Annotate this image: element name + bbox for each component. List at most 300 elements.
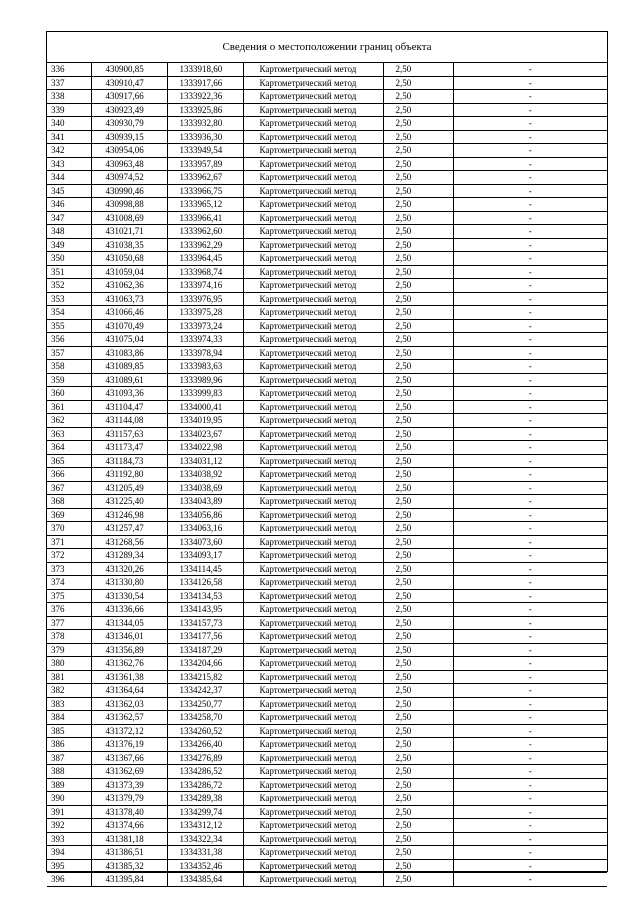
method-cell: Картометрический метод xyxy=(243,643,383,657)
table-row xyxy=(47,819,607,833)
coord-x: 431367,66 xyxy=(91,751,167,765)
precision-cell: 2,50 xyxy=(383,427,453,441)
description-cell: - xyxy=(453,589,607,603)
method-cell: Картометрический метод xyxy=(243,616,383,630)
description-cell: - xyxy=(453,616,607,630)
table-row xyxy=(47,238,607,252)
description-cell: - xyxy=(453,306,607,320)
description-cell: - xyxy=(453,130,607,144)
method-cell: Картометрический метод xyxy=(243,805,383,819)
coord-x: 431157,63 xyxy=(91,427,167,441)
precision-cell: 2,50 xyxy=(383,238,453,252)
point-number: 358 xyxy=(47,360,91,374)
method-cell: Картометрический метод xyxy=(243,792,383,806)
precision-cell: 2,50 xyxy=(383,792,453,806)
point-number: 390 xyxy=(47,792,91,806)
point-number: 357 xyxy=(47,346,91,360)
table-row xyxy=(47,481,607,495)
description-cell: - xyxy=(453,603,607,617)
description-cell: - xyxy=(453,657,607,671)
coord-y: 1334063,16 xyxy=(167,522,243,536)
coord-y: 1334043,89 xyxy=(167,495,243,509)
coord-y: 1333978,94 xyxy=(167,346,243,360)
coord-y: 1334187,29 xyxy=(167,643,243,657)
coord-x: 430930,79 xyxy=(91,117,167,131)
method-cell: Картометрический метод xyxy=(243,549,383,563)
precision-cell: 2,50 xyxy=(383,441,453,455)
coord-y: 1334073,60 xyxy=(167,535,243,549)
table-row xyxy=(47,360,607,374)
description-cell: - xyxy=(453,805,607,819)
coord-x: 431089,61 xyxy=(91,373,167,387)
precision-cell: 2,50 xyxy=(383,387,453,401)
precision-cell: 2,50 xyxy=(383,103,453,117)
table-row xyxy=(47,792,607,806)
description-cell: - xyxy=(453,387,607,401)
coord-y: 1334242,37 xyxy=(167,684,243,698)
precision-cell: 2,50 xyxy=(383,252,453,266)
coord-y: 1334250,77 xyxy=(167,697,243,711)
table-row xyxy=(47,171,607,185)
coord-y: 1334266,40 xyxy=(167,738,243,752)
table-row xyxy=(47,414,607,428)
coord-y: 1333983,63 xyxy=(167,360,243,374)
method-cell: Картометрический метод xyxy=(243,427,383,441)
precision-cell: 2,50 xyxy=(383,306,453,320)
coord-x: 430923,49 xyxy=(91,103,167,117)
precision-cell: 2,50 xyxy=(383,630,453,644)
point-number: 366 xyxy=(47,468,91,482)
precision-cell: 2,50 xyxy=(383,657,453,671)
method-cell: Картометрический метод xyxy=(243,400,383,414)
point-number: 339 xyxy=(47,103,91,117)
table-row xyxy=(47,859,607,873)
coord-y: 1333974,33 xyxy=(167,333,243,347)
coord-y: 1333999,83 xyxy=(167,387,243,401)
precision-cell: 2,50 xyxy=(383,468,453,482)
point-number: 351 xyxy=(47,265,91,279)
description-cell: - xyxy=(453,333,607,347)
coord-x: 431008,69 xyxy=(91,211,167,225)
method-cell: Картометрический метод xyxy=(243,859,383,873)
point-number: 382 xyxy=(47,684,91,698)
coord-x: 431062,36 xyxy=(91,279,167,293)
description-cell: - xyxy=(453,103,607,117)
point-number: 386 xyxy=(47,738,91,752)
description-cell: - xyxy=(453,495,607,509)
method-cell: Картометрический метод xyxy=(243,468,383,482)
description-cell: - xyxy=(453,549,607,563)
description-cell: - xyxy=(453,279,607,293)
coord-y: 1334177,56 xyxy=(167,630,243,644)
table-row xyxy=(47,117,607,131)
coord-x: 430990,46 xyxy=(91,184,167,198)
point-number: 340 xyxy=(47,117,91,131)
method-cell: Картометрический метод xyxy=(243,387,383,401)
precision-cell: 2,50 xyxy=(383,184,453,198)
coord-y: 1334286,72 xyxy=(167,778,243,792)
coord-x: 431336,66 xyxy=(91,603,167,617)
precision-cell: 2,50 xyxy=(383,90,453,104)
precision-cell: 2,50 xyxy=(383,616,453,630)
point-number: 384 xyxy=(47,711,91,725)
table-row xyxy=(47,468,607,482)
point-number: 345 xyxy=(47,184,91,198)
description-cell: - xyxy=(453,846,607,860)
table-row xyxy=(47,657,607,671)
description-cell: - xyxy=(453,765,607,779)
table-row xyxy=(47,63,607,76)
precision-cell: 2,50 xyxy=(383,751,453,765)
method-cell: Картометрический метод xyxy=(243,765,383,779)
method-cell: Картометрический метод xyxy=(243,319,383,333)
coord-y: 1333936,30 xyxy=(167,130,243,144)
method-cell: Картометрический метод xyxy=(243,495,383,509)
precision-cell: 2,50 xyxy=(383,279,453,293)
coord-x: 431192,80 xyxy=(91,468,167,482)
coord-x: 431268,56 xyxy=(91,535,167,549)
coord-x: 431075,04 xyxy=(91,333,167,347)
point-number: 394 xyxy=(47,846,91,860)
method-cell: Картометрический метод xyxy=(243,778,383,792)
point-number: 389 xyxy=(47,778,91,792)
table-row xyxy=(47,373,607,387)
table-row xyxy=(47,184,607,198)
coord-y: 1333962,60 xyxy=(167,225,243,239)
method-cell: Картометрический метод xyxy=(243,873,383,887)
precision-cell: 2,50 xyxy=(383,198,453,212)
coord-x: 431089,85 xyxy=(91,360,167,374)
coord-x: 431356,89 xyxy=(91,643,167,657)
point-number: 364 xyxy=(47,441,91,455)
description-cell: - xyxy=(453,630,607,644)
method-cell: Картометрический метод xyxy=(243,414,383,428)
point-number: 368 xyxy=(47,495,91,509)
point-number: 369 xyxy=(47,508,91,522)
table-row xyxy=(47,225,607,239)
precision-cell: 2,50 xyxy=(383,873,453,887)
method-cell: Картометрический метод xyxy=(243,373,383,387)
table-row xyxy=(47,724,607,738)
coord-x: 430917,66 xyxy=(91,90,167,104)
page-title: Сведения о местоположении границ объекта xyxy=(47,32,607,63)
point-number: 383 xyxy=(47,697,91,711)
precision-cell: 2,50 xyxy=(383,346,453,360)
description-cell: - xyxy=(453,400,607,414)
coord-y: 1334289,38 xyxy=(167,792,243,806)
coord-x: 430954,06 xyxy=(91,144,167,158)
coord-y: 1334258,70 xyxy=(167,711,243,725)
coord-y: 1334385,64 xyxy=(167,873,243,887)
description-cell: - xyxy=(453,198,607,212)
coord-x: 431362,76 xyxy=(91,657,167,671)
description-cell: - xyxy=(453,468,607,482)
description-cell: - xyxy=(453,522,607,536)
table-row xyxy=(47,279,607,293)
coord-y: 1334157,73 xyxy=(167,616,243,630)
method-cell: Картометрический метод xyxy=(243,130,383,144)
method-cell: Картометрический метод xyxy=(243,144,383,158)
table-row xyxy=(47,535,607,549)
point-number: 387 xyxy=(47,751,91,765)
precision-cell: 2,50 xyxy=(383,724,453,738)
precision-cell: 2,50 xyxy=(383,495,453,509)
coord-y: 1333918,60 xyxy=(167,63,243,76)
precision-cell: 2,50 xyxy=(383,535,453,549)
description-cell: - xyxy=(453,778,607,792)
coord-y: 1333949,54 xyxy=(167,144,243,158)
table-row xyxy=(47,711,607,725)
coord-x: 431059,04 xyxy=(91,265,167,279)
description-cell: - xyxy=(453,225,607,239)
table-row xyxy=(47,846,607,860)
point-number: 373 xyxy=(47,562,91,576)
table-row xyxy=(47,738,607,752)
point-number: 377 xyxy=(47,616,91,630)
point-number: 348 xyxy=(47,225,91,239)
coord-y: 1333989,96 xyxy=(167,373,243,387)
precision-cell: 2,50 xyxy=(383,157,453,171)
table-row xyxy=(47,549,607,563)
coord-y: 1333964,45 xyxy=(167,252,243,266)
precision-cell: 2,50 xyxy=(383,846,453,860)
coord-y: 1334312,12 xyxy=(167,819,243,833)
coord-y: 1334031,12 xyxy=(167,454,243,468)
table-row xyxy=(47,603,607,617)
description-cell: - xyxy=(453,171,607,185)
table-row xyxy=(47,670,607,684)
point-number: 372 xyxy=(47,549,91,563)
point-number: 337 xyxy=(47,76,91,90)
description-cell: - xyxy=(453,346,607,360)
coord-y: 1334260,52 xyxy=(167,724,243,738)
precision-cell: 2,50 xyxy=(383,684,453,698)
method-cell: Картометрический метод xyxy=(243,751,383,765)
table-row xyxy=(47,333,607,347)
coord-y: 1334056,86 xyxy=(167,508,243,522)
precision-cell: 2,50 xyxy=(383,481,453,495)
method-cell: Картометрический метод xyxy=(243,684,383,698)
method-cell: Картометрический метод xyxy=(243,360,383,374)
coord-x: 431083,86 xyxy=(91,346,167,360)
table-row xyxy=(47,306,607,320)
point-number: 395 xyxy=(47,859,91,873)
coord-y: 1333968,74 xyxy=(167,265,243,279)
precision-cell: 2,50 xyxy=(383,265,453,279)
coord-x: 431378,40 xyxy=(91,805,167,819)
table-row xyxy=(47,751,607,765)
precision-cell: 2,50 xyxy=(383,400,453,414)
table-row xyxy=(47,441,607,455)
precision-cell: 2,50 xyxy=(383,603,453,617)
method-cell: Картометрический метод xyxy=(243,157,383,171)
method-cell: Картометрический метод xyxy=(243,603,383,617)
table-row xyxy=(47,522,607,536)
coord-y: 1334134,53 xyxy=(167,589,243,603)
coord-x: 430939,15 xyxy=(91,130,167,144)
point-number: 341 xyxy=(47,130,91,144)
coord-y: 1334276,89 xyxy=(167,751,243,765)
method-cell: Картометрический метод xyxy=(243,346,383,360)
precision-cell: 2,50 xyxy=(383,76,453,90)
table-row xyxy=(47,643,607,657)
coordinates-table xyxy=(47,63,607,887)
table-row xyxy=(47,90,607,104)
table-row xyxy=(47,400,607,414)
coord-x: 430998,88 xyxy=(91,198,167,212)
method-cell: Картометрический метод xyxy=(243,589,383,603)
coord-x: 431376,19 xyxy=(91,738,167,752)
coord-y: 1334093,17 xyxy=(167,549,243,563)
coord-y: 1334299,74 xyxy=(167,805,243,819)
method-cell: Картометрический метод xyxy=(243,832,383,846)
coord-y: 1334019,95 xyxy=(167,414,243,428)
description-cell: - xyxy=(453,292,607,306)
method-cell: Картометрический метод xyxy=(243,481,383,495)
coord-x: 431289,34 xyxy=(91,549,167,563)
description-cell: - xyxy=(453,792,607,806)
precision-cell: 2,50 xyxy=(383,117,453,131)
method-cell: Картометрический метод xyxy=(243,697,383,711)
table-row xyxy=(47,832,607,846)
coord-x: 431257,47 xyxy=(91,522,167,536)
description-cell: - xyxy=(453,441,607,455)
coord-y: 1334331,38 xyxy=(167,846,243,860)
method-cell: Картометрический метод xyxy=(243,198,383,212)
description-cell: - xyxy=(453,724,607,738)
coord-y: 1334143,95 xyxy=(167,603,243,617)
point-number: 385 xyxy=(47,724,91,738)
table-row xyxy=(47,765,607,779)
table-row xyxy=(47,873,607,887)
method-cell: Картометрический метод xyxy=(243,576,383,590)
coord-y: 1333966,75 xyxy=(167,184,243,198)
point-number: 344 xyxy=(47,171,91,185)
method-cell: Картометрический метод xyxy=(243,738,383,752)
description-cell: - xyxy=(453,819,607,833)
table-row xyxy=(47,454,607,468)
method-cell: Картометрический метод xyxy=(243,670,383,684)
coord-y: 1334322,34 xyxy=(167,832,243,846)
method-cell: Картометрический метод xyxy=(243,724,383,738)
table-row xyxy=(47,198,607,212)
precision-cell: 2,50 xyxy=(383,576,453,590)
coord-x: 431104,47 xyxy=(91,400,167,414)
precision-cell: 2,50 xyxy=(383,643,453,657)
table-row xyxy=(47,387,607,401)
coord-y: 1333922,36 xyxy=(167,90,243,104)
description-cell: - xyxy=(453,738,607,752)
description-cell: - xyxy=(453,832,607,846)
coord-y: 1334352,46 xyxy=(167,859,243,873)
method-cell: Картометрический метод xyxy=(243,846,383,860)
coord-x: 431362,03 xyxy=(91,697,167,711)
point-number: 370 xyxy=(47,522,91,536)
point-number: 392 xyxy=(47,819,91,833)
point-number: 349 xyxy=(47,238,91,252)
description-cell: - xyxy=(453,238,607,252)
precision-cell: 2,50 xyxy=(383,805,453,819)
coord-x: 431385,32 xyxy=(91,859,167,873)
point-number: 360 xyxy=(47,387,91,401)
coord-y: 1333974,16 xyxy=(167,279,243,293)
table-row xyxy=(47,495,607,509)
table-row xyxy=(47,252,607,266)
precision-cell: 2,50 xyxy=(383,522,453,536)
coord-y: 1333925,86 xyxy=(167,103,243,117)
point-number: 381 xyxy=(47,670,91,684)
precision-cell: 2,50 xyxy=(383,319,453,333)
method-cell: Картометрический метод xyxy=(243,522,383,536)
precision-cell: 2,50 xyxy=(383,292,453,306)
point-number: 380 xyxy=(47,657,91,671)
table-row xyxy=(47,265,607,279)
method-cell: Картометрический метод xyxy=(243,454,383,468)
coord-y: 1334038,92 xyxy=(167,468,243,482)
method-cell: Картометрический метод xyxy=(243,292,383,306)
description-cell: - xyxy=(453,711,607,725)
coord-x: 431374,66 xyxy=(91,819,167,833)
table-row xyxy=(47,130,607,144)
description-cell: - xyxy=(453,751,607,765)
coord-y: 1334023,67 xyxy=(167,427,243,441)
precision-cell: 2,50 xyxy=(383,333,453,347)
coord-y: 1333975,28 xyxy=(167,306,243,320)
precision-cell: 2,50 xyxy=(383,373,453,387)
precision-cell: 2,50 xyxy=(383,589,453,603)
point-number: 353 xyxy=(47,292,91,306)
table-row xyxy=(47,697,607,711)
point-number: 362 xyxy=(47,414,91,428)
table-row xyxy=(47,589,607,603)
method-cell: Картометрический метод xyxy=(243,238,383,252)
method-cell: Картометрический метод xyxy=(243,171,383,185)
description-cell: - xyxy=(453,873,607,887)
description-cell: - xyxy=(453,535,607,549)
coord-x: 431093,36 xyxy=(91,387,167,401)
description-cell: - xyxy=(453,319,607,333)
point-number: 378 xyxy=(47,630,91,644)
coord-y: 1334000,41 xyxy=(167,400,243,414)
description-cell: - xyxy=(453,76,607,90)
coord-x: 431144,08 xyxy=(91,414,167,428)
point-number: 365 xyxy=(47,454,91,468)
point-number: 350 xyxy=(47,252,91,266)
precision-cell: 2,50 xyxy=(383,225,453,239)
coord-x: 431344,05 xyxy=(91,616,167,630)
method-cell: Картометрический метод xyxy=(243,333,383,347)
coord-x: 431362,69 xyxy=(91,765,167,779)
table-row xyxy=(47,103,607,117)
table-row xyxy=(47,319,607,333)
table-row xyxy=(47,346,607,360)
method-cell: Картометрический метод xyxy=(243,184,383,198)
point-number: 354 xyxy=(47,306,91,320)
table-row xyxy=(47,292,607,306)
coord-x: 431225,40 xyxy=(91,495,167,509)
description-cell: - xyxy=(453,562,607,576)
method-cell: Картометрический метод xyxy=(243,657,383,671)
precision-cell: 2,50 xyxy=(383,144,453,158)
point-number: 376 xyxy=(47,603,91,617)
description-cell: - xyxy=(453,211,607,225)
description-cell: - xyxy=(453,697,607,711)
point-number: 356 xyxy=(47,333,91,347)
coord-x: 431372,12 xyxy=(91,724,167,738)
document-page xyxy=(46,31,608,885)
coord-x: 431066,46 xyxy=(91,306,167,320)
coord-x: 431379,79 xyxy=(91,792,167,806)
